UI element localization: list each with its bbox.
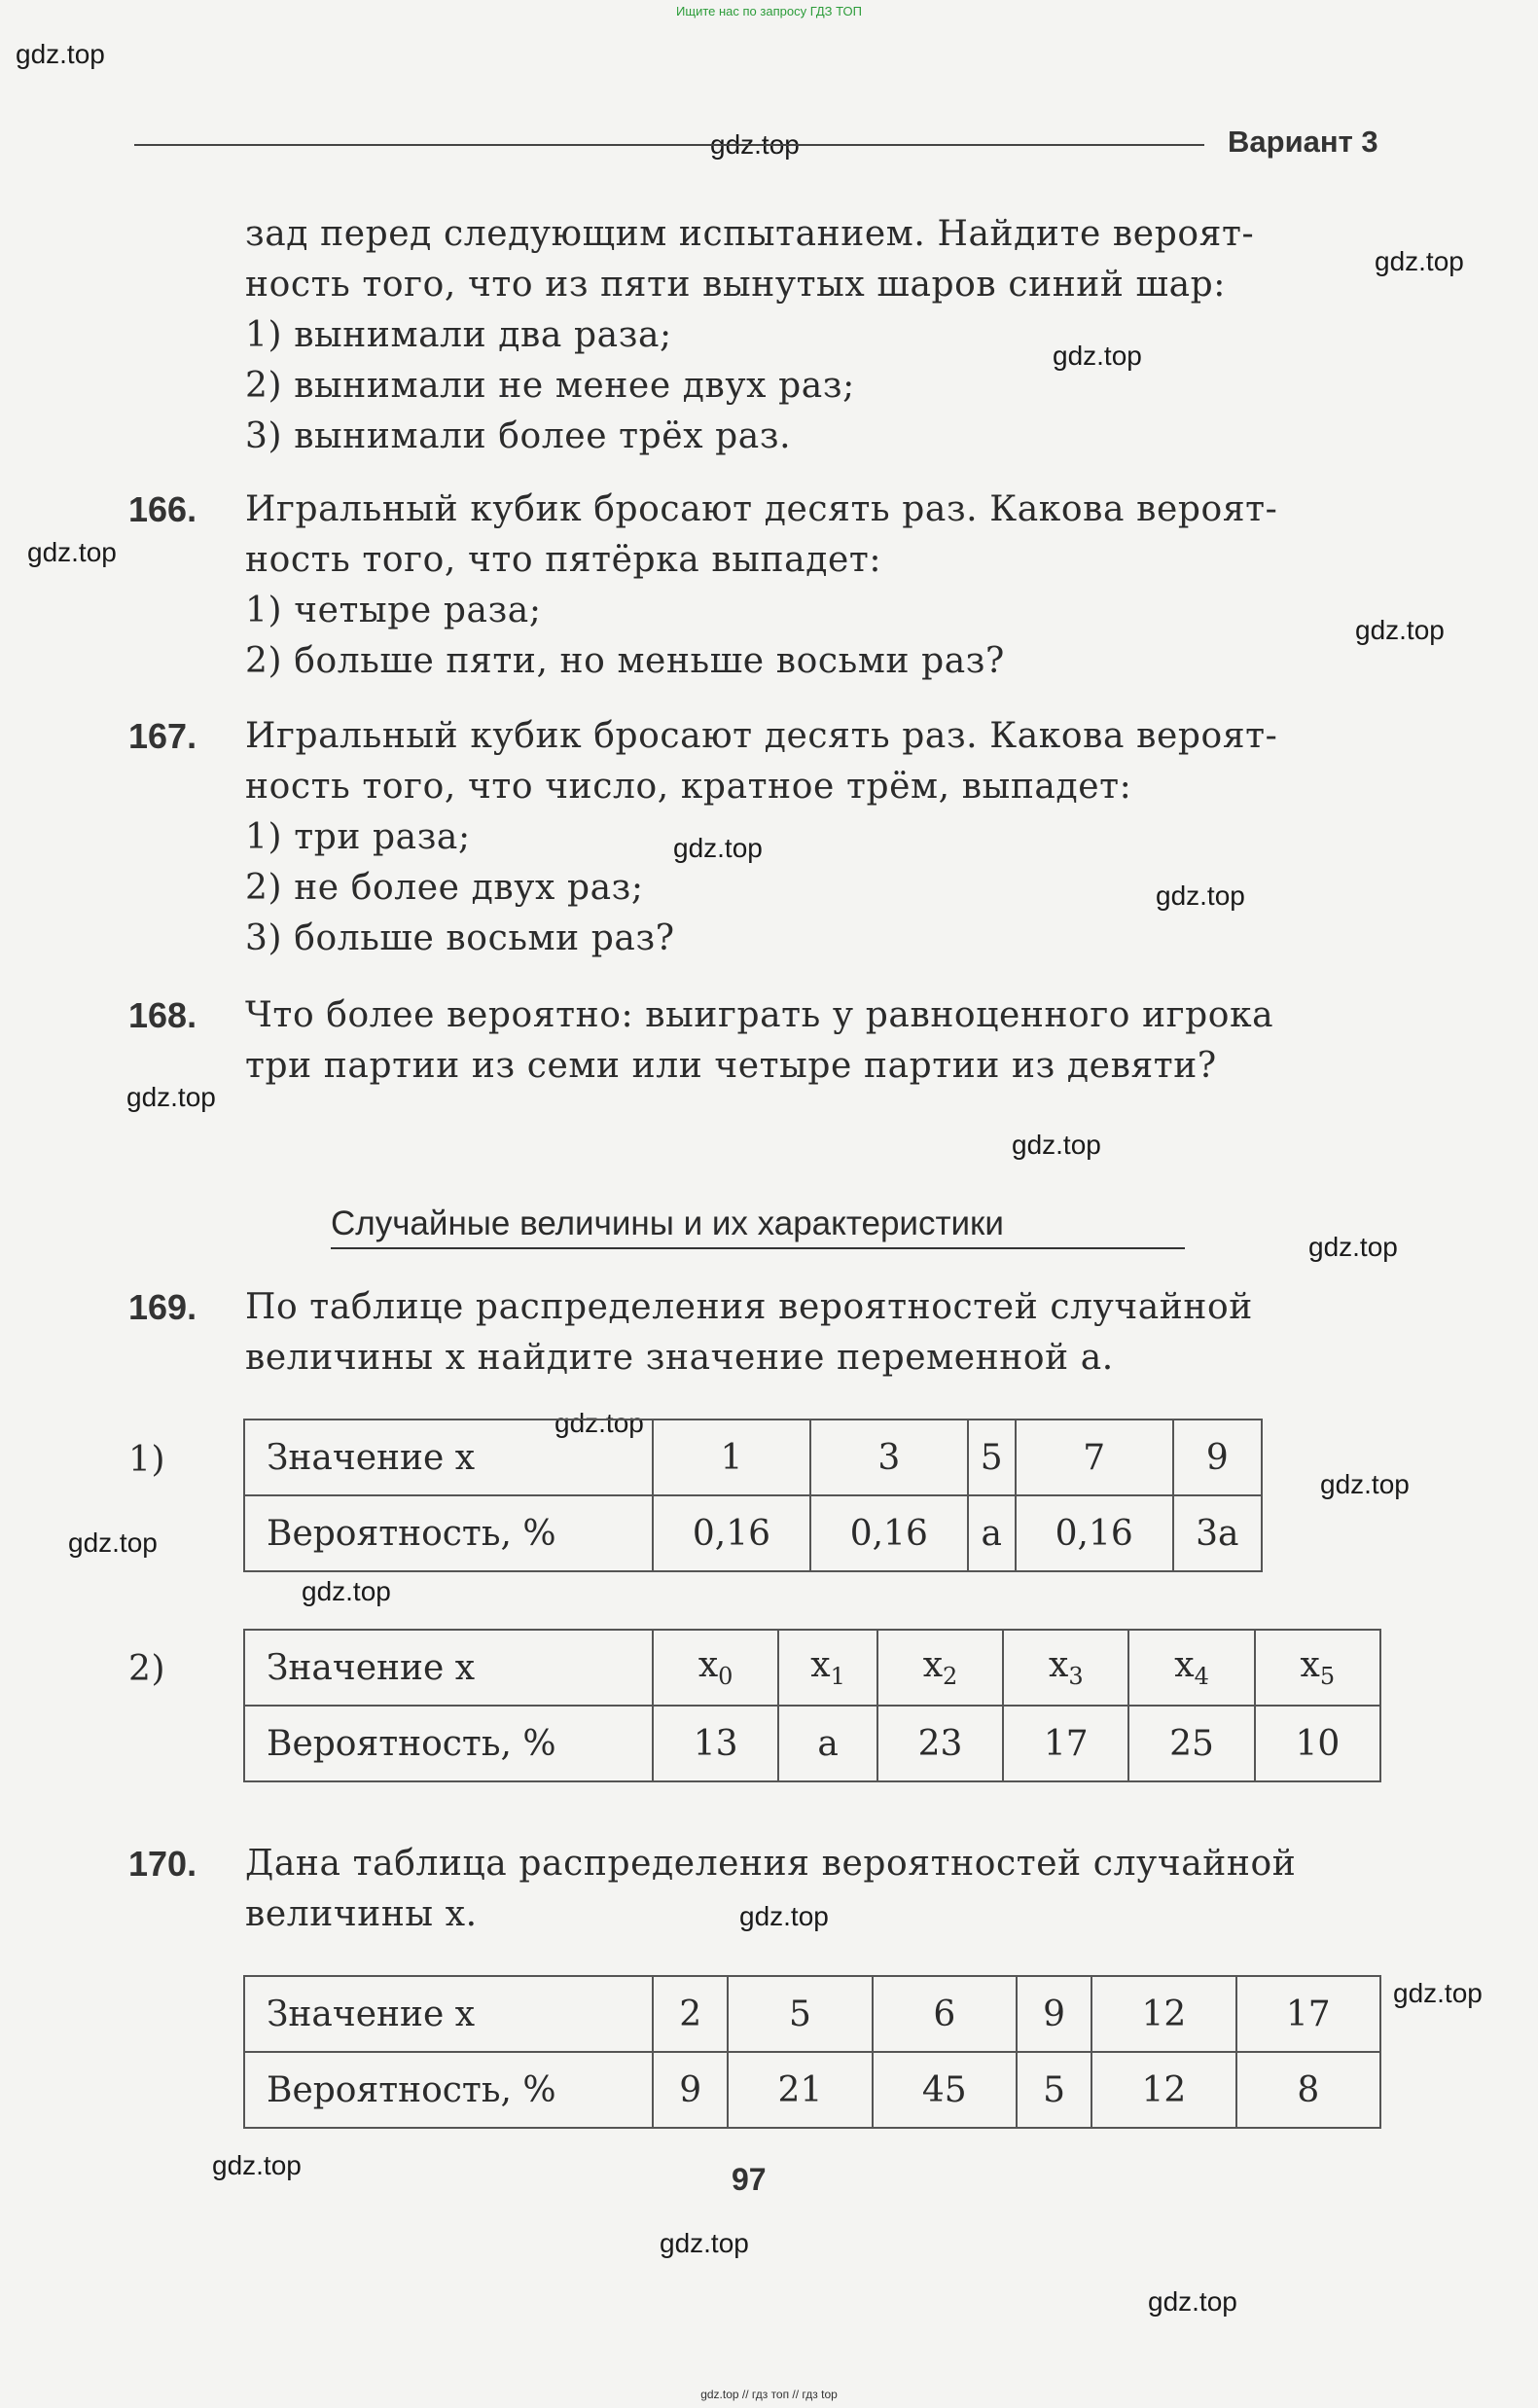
text-line: Что более вероятно: выиграть у равноценного игрока xyxy=(245,995,1274,1035)
watermark: gdz.top xyxy=(302,1576,391,1606)
watermark: gdz.top xyxy=(68,1527,158,1558)
table-cell: 5 xyxy=(1017,2052,1091,2128)
watermark: gdz.top xyxy=(1320,1469,1410,1499)
text-line: 2) вынимали не менее двух раз; xyxy=(245,366,855,406)
text-line: Игральный кубик бросают десять раз. Какова вероят- xyxy=(245,489,1278,529)
table-cell: 17 xyxy=(1236,1976,1380,2052)
watermark: gdz.top xyxy=(1375,246,1464,276)
watermark: gdz.top xyxy=(27,537,117,567)
cell-var: x xyxy=(922,1645,944,1685)
text-line: зад перед следующим испытанием. Найдите вероят- xyxy=(245,214,1255,254)
table-cell: 3a xyxy=(1173,1495,1262,1571)
cell-var: x xyxy=(1300,1645,1320,1685)
problem-number: 168. xyxy=(128,995,197,1035)
text-line: 3) больше восьми раз? xyxy=(245,918,675,958)
table-cell: 17 xyxy=(1003,1706,1128,1781)
table-cell: 0,16 xyxy=(1016,1495,1173,1571)
text-line: По таблице распределения вероятностей случайной xyxy=(245,1287,1253,1327)
watermark: gdz.top xyxy=(710,129,800,160)
distribution-table-1 xyxy=(243,1419,1263,1572)
text-line: величины x. xyxy=(245,1894,478,1934)
text-line: величины x найдите значение переменной a. xyxy=(245,1338,1114,1378)
table-label: 2) xyxy=(128,1649,166,1689)
table-row xyxy=(244,1706,1380,1781)
table-row xyxy=(244,2052,1380,2128)
table-cell: a xyxy=(778,1706,877,1781)
header-rule xyxy=(134,144,1204,146)
table-cell xyxy=(1255,1630,1380,1706)
cell-subscript: 5 xyxy=(1319,1663,1336,1690)
table-cell: 3 xyxy=(810,1420,968,1495)
table-cell: 45 xyxy=(873,2052,1017,2128)
table-cell: 9 xyxy=(1017,1976,1091,2052)
cell-subscript: 4 xyxy=(1194,1663,1209,1690)
text-line: Дана таблица распределения вероятностей случайной xyxy=(245,1844,1297,1884)
problem-number: 169. xyxy=(128,1287,197,1327)
watermark: gdz.top xyxy=(126,1082,216,1112)
table-cell: 23 xyxy=(877,1706,1003,1781)
text-line: 3) вынимали более трёх раз. xyxy=(245,416,792,456)
table-cell: 6 xyxy=(873,1976,1017,2052)
watermark: gdz.top xyxy=(1393,1978,1483,2008)
table-cell: 8 xyxy=(1236,2052,1380,2128)
watermark: gdz.top xyxy=(1012,1130,1101,1160)
cell-subscript: 1 xyxy=(830,1663,845,1690)
text-line: 1) вынимали два раза; xyxy=(245,315,672,355)
table-cell: 9 xyxy=(1173,1420,1262,1495)
watermark: gdz.top xyxy=(212,2150,302,2180)
text-line: три партии из семи или четыре партии из девяти? xyxy=(245,1046,1217,1086)
distribution-table-3 xyxy=(243,1975,1381,2129)
table-cell: 5 xyxy=(968,1420,1016,1495)
row-header: Вероятность, % xyxy=(244,2052,653,2128)
watermark: gdz.top xyxy=(1308,1232,1398,1262)
row-header: Значение x xyxy=(244,1630,653,1706)
text-line: 1) три раза; xyxy=(245,817,471,857)
row-header: Вероятность, % xyxy=(244,1706,653,1781)
table-cell xyxy=(877,1630,1003,1706)
cell-subscript: 3 xyxy=(1068,1663,1084,1690)
table-cell: 7 xyxy=(1016,1420,1173,1495)
cell-var: x xyxy=(1174,1645,1195,1685)
table-cell: 0,16 xyxy=(653,1495,810,1571)
table-cell: 2 xyxy=(653,1976,728,2052)
problem-number: 170. xyxy=(128,1844,197,1884)
text-line: 2) больше пяти, но меньше восьми раз? xyxy=(245,641,1005,681)
table-cell: 1 xyxy=(653,1420,810,1495)
footer-text: gdz.top // гдз топ // гдз top xyxy=(700,2388,838,2401)
row-header: Вероятность, % xyxy=(244,1495,653,1571)
cell-var: x xyxy=(1049,1645,1069,1685)
table-row xyxy=(244,1495,1262,1571)
text-line: Игральный кубик бросают десять раз. Какова вероят- xyxy=(245,716,1278,756)
text-line: 1) четыре раза; xyxy=(245,591,542,630)
watermark: gdz.top xyxy=(660,2228,749,2258)
table-row xyxy=(244,1420,1262,1495)
problem-number: 166. xyxy=(128,489,197,529)
table-cell: 0,16 xyxy=(810,1495,968,1571)
table-cell: 5 xyxy=(728,1976,872,2052)
cell-var: x xyxy=(697,1645,719,1685)
watermark: gdz.top xyxy=(673,833,763,863)
cell-subscript: 2 xyxy=(943,1663,958,1690)
page-number: 97 xyxy=(732,2162,767,2197)
watermark: gdz.top xyxy=(1148,2286,1237,2317)
promo-text: Ищите нас по запросу ГДЗ ТОП xyxy=(676,4,862,18)
watermark: gdz.top xyxy=(1156,881,1245,911)
watermark: gdz.top xyxy=(739,1901,829,1931)
text-line: ность того, что число, кратное трём, выпадет: xyxy=(245,767,1132,807)
table-cell xyxy=(778,1630,877,1706)
table-cell xyxy=(653,1630,778,1706)
table-row xyxy=(244,1976,1380,2052)
table-cell: 12 xyxy=(1091,2052,1235,2128)
watermark: gdz.top xyxy=(554,1408,644,1438)
watermark: gdz.top xyxy=(1355,615,1445,645)
distribution-table-2 xyxy=(243,1629,1381,1782)
text-line: ность того, что из пяти вынутых шаров синий шар: xyxy=(245,265,1227,305)
table-cell xyxy=(1003,1630,1128,1706)
table-cell: 25 xyxy=(1128,1706,1254,1781)
cell-subscript: 0 xyxy=(718,1663,733,1690)
table-cell: 12 xyxy=(1091,1976,1235,2052)
table-cell: 9 xyxy=(653,2052,728,2128)
row-header: Значение x xyxy=(244,1420,653,1495)
table-row xyxy=(244,1630,1380,1706)
cell-var: x xyxy=(810,1645,831,1685)
table-cell: 10 xyxy=(1255,1706,1380,1781)
text-line: ность того, что пятёрка выпадет: xyxy=(245,540,882,580)
variant-label: Вариант 3 xyxy=(1228,125,1378,159)
problem-number: 167. xyxy=(128,716,197,756)
section-title: Случайные величины и их характеристики xyxy=(331,1204,1185,1249)
table-cell: 21 xyxy=(728,2052,872,2128)
watermark: gdz.top xyxy=(16,39,105,69)
table-cell xyxy=(1128,1630,1254,1706)
watermark: gdz.top xyxy=(1053,341,1142,371)
row-header: Значение x xyxy=(244,1976,653,2052)
table-label: 1) xyxy=(128,1440,166,1480)
text-line: 2) не более двух раз; xyxy=(245,868,644,908)
table-cell: 13 xyxy=(653,1706,778,1781)
table-cell: a xyxy=(968,1495,1016,1571)
